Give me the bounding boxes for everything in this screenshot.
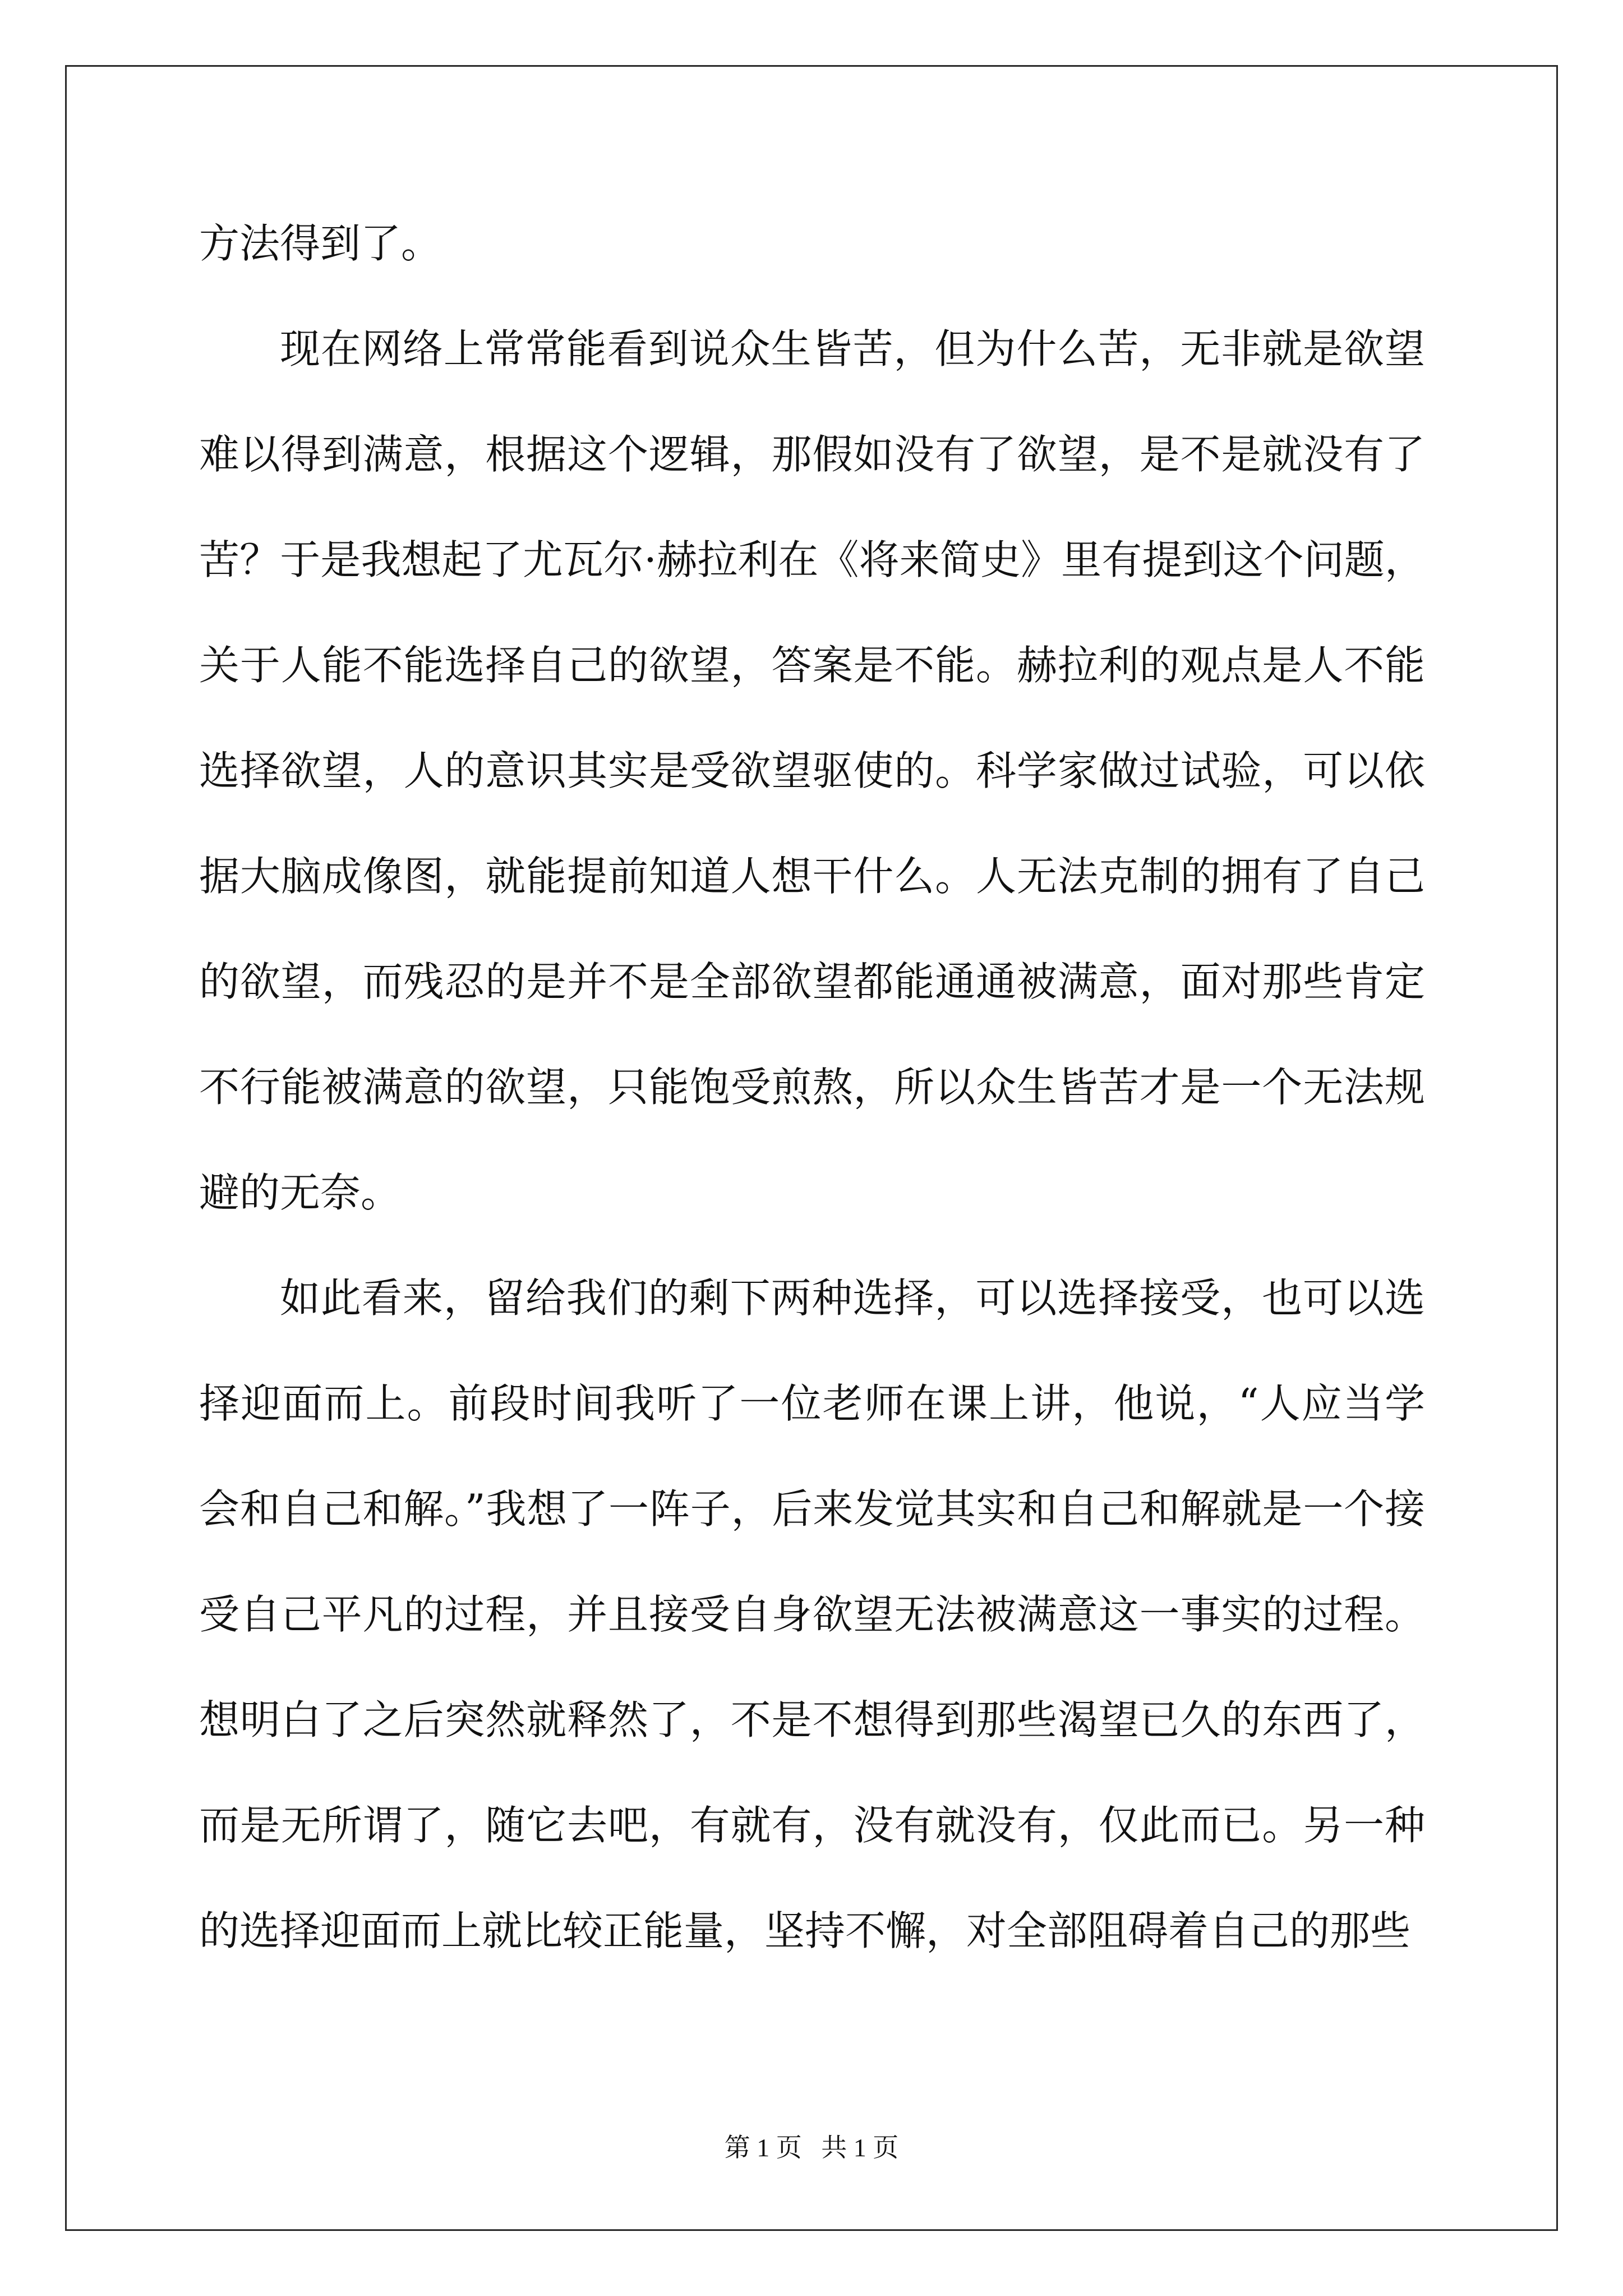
page-number-footer: 第 1 页 共 1 页	[724, 2133, 899, 2162]
paragraph-3: 如此看来，留给我们的剩下两种选择，可以选择接受，也可以选择迎面而上。前段时间我听了一位老师在课上讲，他说，“人应当学会和自己和解。”我想了一阵子，后来发觉其实和自己和解就是一个接受自己平凡的过程，并且接受自身欲望无法被满意这一事实的过程。想明白了之后突然就释然了，不是不想得到那些渴望已久的东西了，而是无所谓了，随它去吧，有就有，没有就没有，仅此而已。另一种的选择迎面而上就比较正能量，坚持不懈，对全部阻碍着自己的那些	[199, 1274, 1425, 1954]
paragraph-1: 方法得到了。	[199, 220, 442, 267]
document-body	[199, 191, 1425, 1984]
paragraph-2: 现在网络上常常能看到说众生皆苦，但为什么苦，无非就是欲望难以得到满意，根据这个逻辑，那假如没有了欲望，是不是就没有了苦？于是我想起了尤瓦尔·赫拉利在《将来简史》里有提到这个问题，关于人能不能选择自己的欲望，答案是不能。赫拉利的观点是人不能选择欲望，人的意识其实是受欲望驱使的。科学家做过试验，可以依据大脑成像图，就能提前知道人想干什么。人无法克制的拥有了自己的欲望，而残忍的是并不是全部欲望都能通通被满意，面对那些肯定不行能被满意的欲望，只能饱受煎熬，所以众生皆苦才是一个无法规避的无奈。	[199, 325, 1425, 1216]
